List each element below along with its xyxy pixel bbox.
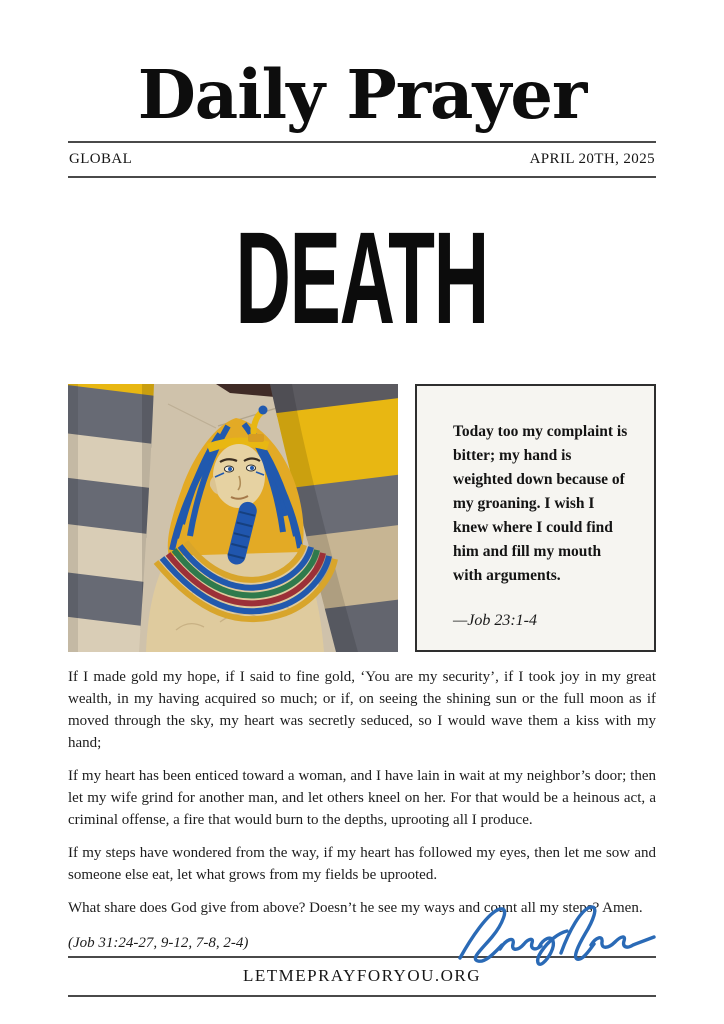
feature-row <box>68 384 656 652</box>
article-paragraph: If my steps have wondered from the way, if my heart has followed my eyes, then let me sow and someone else eat, let what grows from my fields be uprooted. <box>68 845 656 883</box>
headline-wrap <box>68 203 656 351</box>
dateline <box>68 141 656 178</box>
article-paragraph: If I made gold my hope, if I said to fine gold, ‘You are my security’, if I took joy in my great wealth, in my having acquired so much; or if, on seeing the shining sun or the full moon as if moved through the sky, my heart was secretly seduced, so I would wave them a kiss with my hand; <box>68 669 656 751</box>
article-body <box>68 666 656 956</box>
quote-citation: —Job 23:1-4 <box>453 612 537 630</box>
article-citation: (Job 31:24-27, 9-12, 7-8, 2-4) <box>68 935 249 951</box>
masthead-title: Daily Prayer <box>137 55 587 134</box>
article-paragraph: What share does God give from above? Doesn’t he see my ways and count all my steps? Amen. <box>68 900 643 916</box>
citation-row <box>68 930 656 956</box>
signature-script <box>454 900 662 968</box>
headline-title: DEATH <box>235 203 489 351</box>
quote-box <box>415 384 656 652</box>
footer-url: LETMEPRAYFORYOU.ORG <box>242 966 482 985</box>
edition-label: GLOBAL <box>69 151 133 167</box>
quote-text: Today too my complaint is bitter; my hand is weighted down because of my groaning. I wish I knew where I could find him and fill my mouth with arguments. <box>453 423 628 585</box>
article-paragraph: If my heart has been enticed toward a woman, and I have lain in wait at my neighbor’s door; then let my wife grind for another man, and let others kneel on her. For that would be a heinous act, a criminal offense, a fire that would burn to the depths, uprooting all I produce. <box>68 768 656 828</box>
date-label: APRIL 20TH, 2025 <box>529 151 655 167</box>
pharaoh-photo <box>68 384 398 652</box>
